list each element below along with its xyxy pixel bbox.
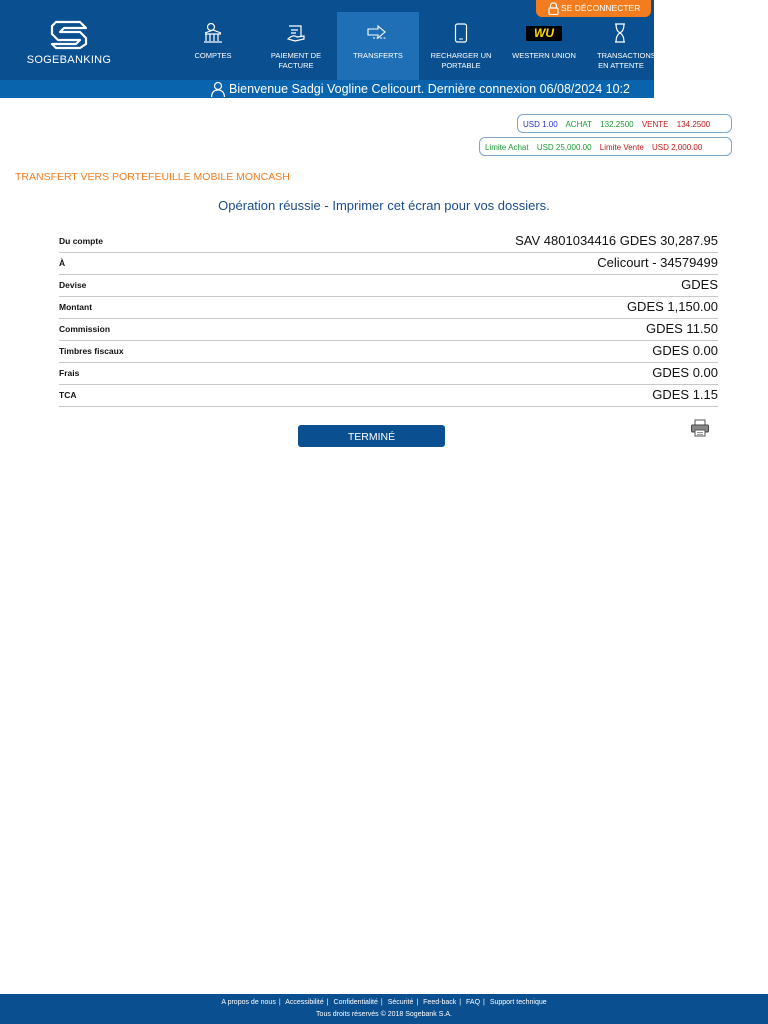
nav-transferts[interactable] [337,12,419,80]
transaction-details [59,231,718,407]
limits-box [479,137,732,156]
detail-label: TCA [59,390,77,400]
print-icon[interactable] [690,419,710,437]
detail-label: Commission [59,324,111,334]
welcome-text: Bienvenue Sadgi Vogline Celicourt. Dernière connexion 06/08/2024 10:2 [229,82,630,96]
nav-transactions-label-text: TRANSACTIONS EN ATTENTE [597,51,656,70]
nav-western-union-label: WESTERN UNION [512,51,576,60]
western-union-logo: WU [526,26,562,41]
limit-buy-label: Limite Achat [485,143,529,152]
footer-link-support[interactable]: Support technique [489,999,547,1006]
footer-link-feedback[interactable]: Feed-back [423,999,457,1006]
logo-mark-icon [50,18,88,50]
logout-button[interactable] [536,0,651,17]
detail-value: SAV 4801034416 GDES 30,287.95 [515,233,718,248]
detail-value: GDES 0.00 [652,365,718,380]
user-icon [210,81,226,97]
top-header [0,0,654,80]
rate-buy-value: 132.2500 [600,120,634,129]
detail-row-from-account [59,231,718,253]
detail-value: GDES 1.15 [652,387,718,402]
nav-paiement-facture[interactable] [255,12,337,80]
footer [0,994,768,1024]
detail-row-fees [59,363,718,385]
rate-sell-value: 134.2500 [676,120,711,129]
footer-separator: | [459,999,462,1006]
lock-icon [548,2,559,15]
welcome-bar [0,80,654,98]
footer-separator: | [278,999,281,1006]
nav-paiement-label: PAIEMENT DE FACTURE [270,51,322,70]
nav-transferts-label: TRANSFERTS [353,51,403,60]
logout-label: SE DÉCONNECTER [561,3,641,13]
footer-links [0,999,768,1006]
nav-transactions-attente[interactable] [586,12,654,80]
limit-buy-value: USD 25,000.00 [536,143,592,152]
footer-separator: | [326,999,329,1006]
detail-row-tca [59,385,718,407]
detail-row-commission [59,319,718,341]
limit-sell-label: Limite Vente [599,143,644,152]
hourglass-icon [586,22,654,44]
western-union-icon [503,22,585,44]
footer-link-privacy[interactable]: Confidentialité [333,999,378,1006]
detail-label: À [59,258,66,268]
footer-link-about[interactable]: A propos de nous [221,999,276,1006]
nav-transactions-label [586,51,668,71]
sogebanking-logo[interactable] [22,18,116,68]
done-button[interactable]: TERMINÉ [298,425,445,447]
footer-link-accessibility[interactable]: Accessibilité [285,999,324,1006]
detail-row-to [59,253,718,275]
footer-separator: | [483,999,485,1006]
detail-value: GDES 1,150.00 [626,299,718,314]
footer-link-faq[interactable]: FAQ [466,999,481,1006]
transfer-icon [337,22,419,44]
detail-label: Du compte [59,236,103,246]
detail-label: Montant [59,302,93,312]
detail-value: GDES 11.50 [645,321,718,336]
bank-icon [172,22,254,44]
brand-name: SOGEBANKING [26,54,112,66]
nav-comptes-label: COMPTES [194,51,232,60]
nav-recharger-portable[interactable] [420,12,502,80]
footer-separator: | [380,999,383,1006]
rate-currency: USD 1.00 [523,120,558,129]
detail-value: Celicourt - 34579499 [597,255,718,270]
detail-label: Timbres fiscaux [59,346,124,356]
footer-link-security[interactable]: Sécurité [387,999,414,1006]
detail-row-tax-stamps [59,341,718,363]
detail-value: GDES [681,277,718,292]
rate-buy-label: ACHAT [565,120,592,129]
copyright: Tous droits réservés © 2018 Sogebank S.A. [316,1011,452,1018]
detail-label: Devise [59,280,87,290]
bill-payment-icon [255,22,337,44]
detail-row-amount [59,297,718,319]
detail-value: GDES 0.00 [652,343,718,358]
detail-label: Frais [59,368,80,378]
nav-recharger-label: RECHARGER UN PORTABLE [430,51,492,70]
footer-separator: | [416,999,419,1006]
mobile-phone-icon [420,22,502,44]
detail-row-currency [59,275,718,297]
page-title: TRANSFERT VERS PORTEFEUILLE MOBILE MONCASH [15,171,290,183]
exchange-rate-box [517,114,732,133]
limit-sell-value: USD 2,000.00 [652,143,703,152]
nav-western-union[interactable] [503,12,585,80]
success-message: Opération réussie - Imprimer cet écran pour vos dossiers. [218,198,550,213]
rate-sell-label: VENTE [641,120,669,129]
nav-comptes[interactable] [172,12,254,80]
